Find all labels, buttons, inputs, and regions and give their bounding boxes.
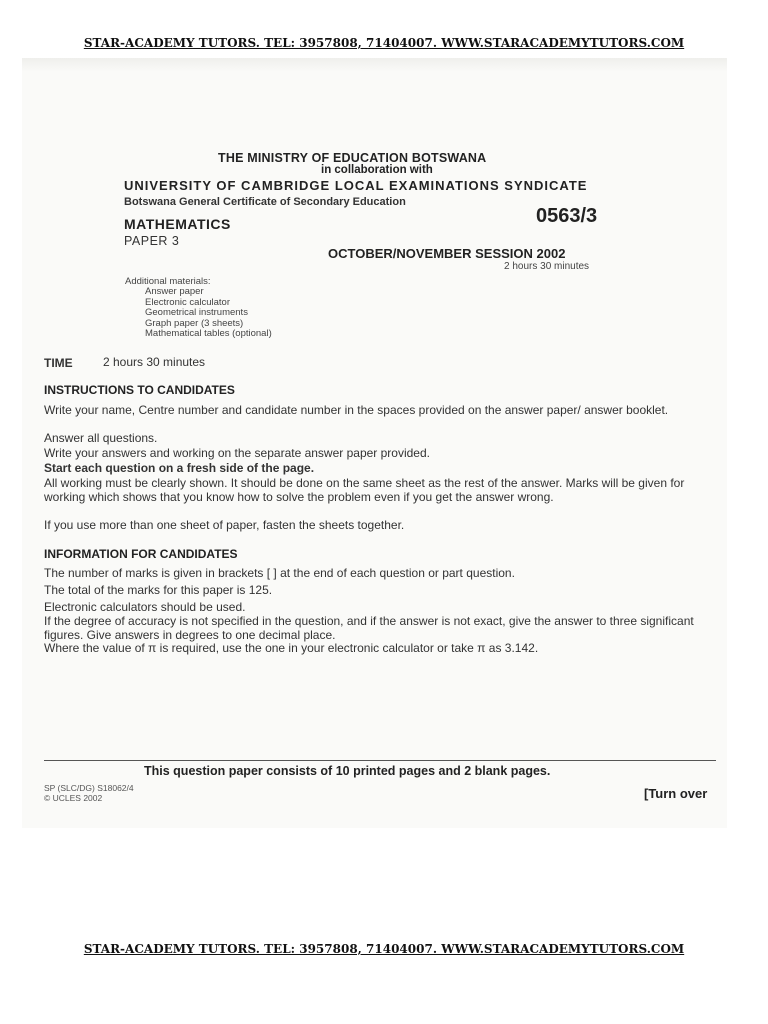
site-header: STAR-ACADEMY TUTORS. TEL: 3957808, 71404007. WWW.STARACADEMYTUTORS.COM <box>83 36 685 50</box>
material-item: Mathematical tables (optional) <box>145 328 272 340</box>
information-line: Electronic calculators should be used. <box>44 600 246 614</box>
paper-reference <box>44 784 134 803</box>
information-line: The number of marks is given in brackets [ ] at the end of each question or part question. <box>44 566 515 580</box>
site-footer: STAR-ACADEMY TUTORS. TEL: 3957808, 71404007. WWW.STARACADEMYTUTORS.COM <box>83 942 685 956</box>
information-line: Where the value of π is required, use the one in your electronic calculator or take π as 3.142. <box>44 641 539 655</box>
materials-heading: Additional materials: <box>125 276 211 287</box>
certificate-title: Botswana General Certificate of Secondary Education <box>124 196 406 208</box>
ministry-title: THE MINISTRY OF EDUCATION BOTSWANA <box>218 151 487 165</box>
time-label: TIME <box>44 356 73 370</box>
instruction-line: Start each question on a fresh side of the page. <box>44 461 315 475</box>
instruction-line: All working must be clearly shown. It should be done on the same sheet as the rest of the answer. Marks will be given for working which shows that you know how to solve the problem even if you get the answer wrong. <box>44 476 685 504</box>
scan-edge-shadow <box>22 58 727 72</box>
instructions-heading: INSTRUCTIONS TO CANDIDATES <box>44 383 235 397</box>
information-line: The total of the marks for this paper is 125. <box>44 583 273 597</box>
paper-number: PAPER 3 <box>124 234 180 248</box>
additional-materials <box>125 277 272 339</box>
instruction-line: If you use more than one sheet of paper, fasten the sheets together. <box>44 518 405 532</box>
collaboration-line: in collaboration with <box>321 164 433 176</box>
exam-duration: 2 hours 30 minutes <box>504 261 590 272</box>
material-item: Answer paper <box>145 286 204 298</box>
reference-line: SP (SLC/DG) S18062/4 <box>44 783 134 793</box>
material-item: Graph paper (3 sheets) <box>145 317 244 329</box>
pages-note: This question paper consists of 10 printed pages and 2 blank pages. <box>144 764 551 778</box>
instruction-line: Write your name, Centre number and candidate number in the spaces provided on the answer paper/ answer booklet. <box>44 403 669 417</box>
information-heading: INFORMATION FOR CANDIDATES <box>44 547 238 561</box>
exam-session: OCTOBER/NOVEMBER SESSION 2002 <box>328 246 566 261</box>
turn-over-label: [Turn over <box>644 786 708 801</box>
instruction-line: Answer all questions. <box>44 431 158 445</box>
material-item: Electronic calculator <box>145 296 231 308</box>
material-item: Geometrical instruments <box>145 307 248 319</box>
copyright-line: © UCLES 2002 <box>44 792 103 803</box>
bottom-rule <box>44 760 716 761</box>
subject-title: MATHEMATICS <box>124 216 231 232</box>
information-line: If the degree of accuracy is not specified in the question, and if the answer is not exact, give the answer to three significant figures. Give answers in degrees to one decimal place. <box>44 614 694 642</box>
syndicate-title: UNIVERSITY OF CAMBRIDGE LOCAL EXAMINATIONS SYNDICATE <box>124 178 588 193</box>
paper-code: 0563/3 <box>536 205 598 227</box>
instruction-line: Write your answers and working on the separate answer paper provided. <box>44 446 430 460</box>
time-value: 2 hours 30 minutes <box>103 355 206 369</box>
